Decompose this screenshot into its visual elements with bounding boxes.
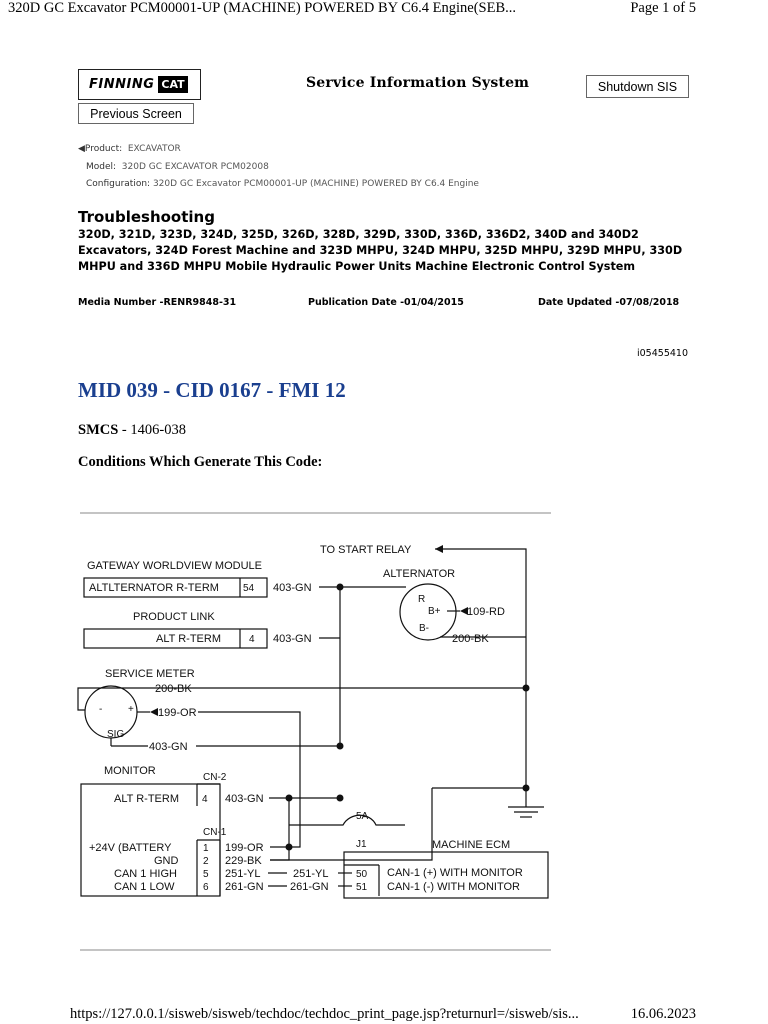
print-header-title: 320D GC Excavator PCM00001-UP (MACHINE) POWERED BY C6.4 Engine(SEB...	[8, 0, 517, 16]
pin-1-label: 1	[203, 843, 209, 854]
document-heading: Troubleshooting	[78, 208, 215, 226]
wire-403-label-2: 403-GN	[273, 633, 312, 645]
cn2-label: CN-2	[203, 772, 227, 783]
service-meter-minus: -	[99, 704, 103, 715]
back-arrow-icon[interactable]: ◀	[78, 144, 85, 154]
alternator-label: ALTERNATOR	[383, 568, 456, 580]
alternator-bplus-label: B+	[428, 606, 441, 617]
alternator-bminus-label: B-	[419, 623, 429, 634]
wire-200-label-1: 200-BK	[452, 633, 489, 645]
smcs-value: - 1406-038	[118, 422, 186, 438]
wire-229-label: 229-BK	[225, 855, 262, 867]
wire-199-label-1: 199-OR	[158, 707, 197, 719]
sis-title: Service Information System	[306, 75, 530, 91]
wire-200-label-2: 200-BK	[155, 683, 192, 695]
wire-109-label: 109-RD	[467, 606, 505, 618]
gateway-label: GATEWAY WORLDVIEW MODULE	[87, 560, 262, 572]
service-meter-sig: SIG	[107, 729, 125, 740]
footer-url: https://127.0.0.1/sisweb/sisweb/techdoc/techdoc_print_page.jsp?returnurl=/sisweb/sis...	[70, 1006, 579, 1022]
configuration-label: Configuration:	[86, 179, 151, 189]
wire-403-label-1: 403-GN	[273, 582, 312, 594]
can1-high-label: CAN 1 HIGH	[114, 868, 177, 880]
wire-261-label-2: 261-GN	[290, 881, 329, 893]
pin-4-label-1: 4	[249, 634, 255, 645]
alt-rterm-label-1: ALT R-TERM	[156, 633, 221, 645]
image-id: i05455410	[637, 348, 688, 359]
product-link-label: PRODUCT LINK	[133, 611, 215, 623]
alt-rterm-long-label: ALTLTERNATOR R-TERM	[89, 582, 219, 594]
fuse-symbol	[289, 815, 405, 825]
publication-date: Publication Date -01/04/2015	[308, 297, 464, 308]
cn1-label: CN-1	[203, 827, 227, 838]
pin-50-label: 50	[356, 869, 368, 880]
wire-251-label-2: 251-YL	[293, 868, 329, 880]
model-value: 320D GC EXCAVATOR PCM02008	[121, 162, 269, 172]
document-subtitle: 320D, 321D, 323D, 324D, 325D, 326D, 328D, 329D, 330D, 336D, 336D2, 340D and 340D2 Excavators, 324D Forest Machine and 323D MHPU, 324D MHPU, 325D MHPU, 329D MHPU, 330D MHPU and 336D MHPU Mobile Hydraulic Power Units Machine Electronic Control System	[78, 228, 683, 273]
smcs-label: SMCS	[78, 422, 119, 438]
wire-403-label-3: 403-GN	[149, 741, 188, 753]
monitor-label: MONITOR	[104, 765, 156, 777]
conditions-heading: Conditions Which Generate This Code:	[78, 454, 323, 470]
to-start-relay-label: TO START RELAY	[320, 544, 412, 556]
product-value[interactable]: EXCAVATOR	[127, 144, 181, 154]
wire-261-label-1: 261-GN	[225, 881, 264, 893]
machine-ecm-label: MACHINE ECM	[432, 839, 511, 851]
fuse-label: 5A	[356, 811, 369, 822]
can-neg-label: CAN-1 (-) WITH MONITOR	[387, 881, 521, 893]
cat-logo-text: CAT	[158, 76, 187, 93]
code-title: MID 039 - CID 0167 - FMI 12	[78, 378, 346, 402]
alt-rterm-label-2: ALT R-TERM	[114, 793, 179, 805]
battery-label: +24V (BATTERY	[89, 842, 172, 854]
alternator-r-label: R	[418, 594, 426, 605]
j1-label: J1	[356, 839, 367, 850]
wire-403-label-4: 403-GN	[225, 793, 264, 805]
finning-logo-text: FINNING	[89, 77, 155, 92]
can-pos-label: CAN-1 (+) WITH MONITOR	[387, 867, 523, 879]
footer-date: 16.06.2023	[630, 1006, 696, 1022]
page-number: Page 1 of 5	[630, 0, 696, 16]
wire-199-label-2: 199-OR	[225, 842, 264, 854]
pin-4-label-2: 4	[202, 794, 208, 805]
date-updated: Date Updated -07/08/2018	[538, 297, 680, 308]
configuration-value: 320D GC Excavator PCM00001-UP (MACHINE) POWERED BY C6.4 Engine	[152, 179, 479, 189]
previous-screen-button[interactable]: Previous Screen	[78, 103, 194, 124]
pin-54-label: 54	[243, 583, 255, 594]
can1-low-label: CAN 1 LOW	[114, 881, 175, 893]
product-label: Product:	[84, 144, 123, 154]
shutdown-sis-button[interactable]: Shutdown SIS	[586, 75, 689, 98]
gnd-label: GND	[154, 855, 179, 867]
service-meter-label: SERVICE METER	[105, 668, 195, 680]
pin-2-label: 2	[203, 856, 209, 867]
pin-51-label: 51	[356, 882, 368, 893]
pin-5-label: 5	[203, 869, 209, 880]
start-relay-wire	[435, 549, 526, 802]
media-number: Media Number -RENR9848-31	[78, 297, 237, 308]
wire-251-label-1: 251-YL	[225, 868, 261, 880]
service-meter-plus: +	[128, 704, 134, 715]
model-label: Model:	[86, 162, 117, 172]
pin-6-label: 6	[203, 882, 209, 893]
